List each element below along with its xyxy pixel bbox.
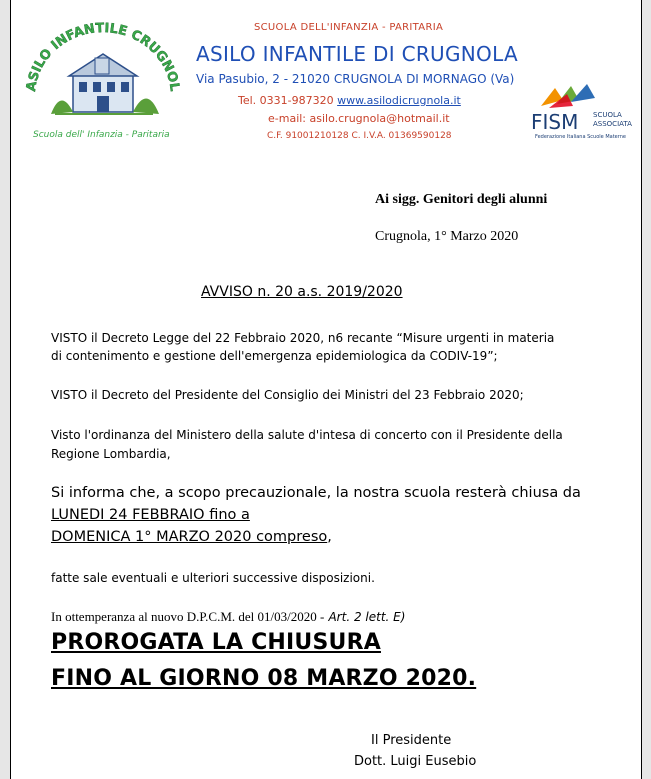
closure-notice: Si informa che, a scopo precauzionale, la nostra scuola resterà chiusa da xyxy=(51,485,581,501)
notice-title: AVVISO n. 20 a.s. 2019/2020 xyxy=(201,284,403,300)
tax-codes: C.F. 91001210128 C. I.V.A. 01369590128 xyxy=(267,131,452,141)
closure-comma: , xyxy=(327,529,332,545)
paragraph-1-line-1: VISTO il Decreto Legge del 22 Febbraio 2020, n6 recante “Misure urgenti in materia xyxy=(51,331,555,345)
school-address: Via Pasubio, 2 - 21020 CRUGNOLA DI MORNAGO (Va) xyxy=(196,72,515,86)
paragraph-2: VISTO il Decreto del Presidente del Consiglio dei Ministri del 23 Febbraio 2020; xyxy=(51,388,524,402)
dpcm-article: Art. 2 lett. E) xyxy=(328,610,406,624)
school-email: e-mail: asilo.crugnola@hotmail.it xyxy=(268,112,450,125)
paragraph-3-line-1: Visto l'ordinanza del Ministero della salute d'intesa di concerto con il Presidente della xyxy=(51,428,563,442)
signature-name: Dott. Luigi Eusebio xyxy=(354,754,477,769)
school-phone: Tel. 0331-987320 xyxy=(238,94,334,107)
extension-heading-2: FINO AL GIORNO 08 MARZO 2020. xyxy=(51,666,477,691)
signature-title: Il Presidente xyxy=(371,733,452,748)
fism-full-name: Federazione Italiana Scuole Materne xyxy=(535,134,626,140)
school-building-icon xyxy=(21,18,181,148)
fism-line2: ASSOCIATA xyxy=(593,120,632,128)
closure-to-date: DOMENICA 1° MARZO 2020 compreso xyxy=(51,529,328,545)
place-date: Crugnola, 1° Marzo 2020 xyxy=(375,229,519,244)
paragraph-3-line-2: Regione Lombardia, xyxy=(51,447,171,461)
school-type: SCUOLA DELL'INFANZIA - PARITARIA xyxy=(254,22,444,33)
fism-name: FISM xyxy=(531,110,579,134)
logo-caption: Scuola dell' Infanzia - Paritaria xyxy=(33,130,170,140)
closure-from-date: LUNEDI 24 FEBBRAIO fino a xyxy=(51,507,250,523)
fism-line1: SCUOLA xyxy=(593,111,622,119)
recipient: Ai sigg. Genitori degli alunni xyxy=(375,192,548,207)
paragraph-1-line-2: di contenimento e gestione dell'emergenza epidemiologica da CODIV-19”; xyxy=(51,349,498,363)
logo-arc-text: ASILO INFANTILE CRUGNOL xyxy=(24,21,181,93)
school-logo xyxy=(21,18,181,148)
dpcm-reference: In ottemperanza al nuovo D.P.C.M. del 01/03/2020 - xyxy=(51,609,325,624)
fism-logo xyxy=(531,82,646,142)
document-page xyxy=(10,0,642,779)
extension-heading-1: PROROGATA LA CHIUSURA xyxy=(51,630,381,655)
fism-emblem-icon xyxy=(539,82,599,112)
further-provisions: fatte sale eventuali e ulteriori successive disposizioni. xyxy=(51,571,375,585)
school-name: ASILO INFANTILE DI CRUGNOLA xyxy=(196,42,518,66)
school-website-link[interactable]: www.asilodicrugnola.it xyxy=(337,94,461,107)
